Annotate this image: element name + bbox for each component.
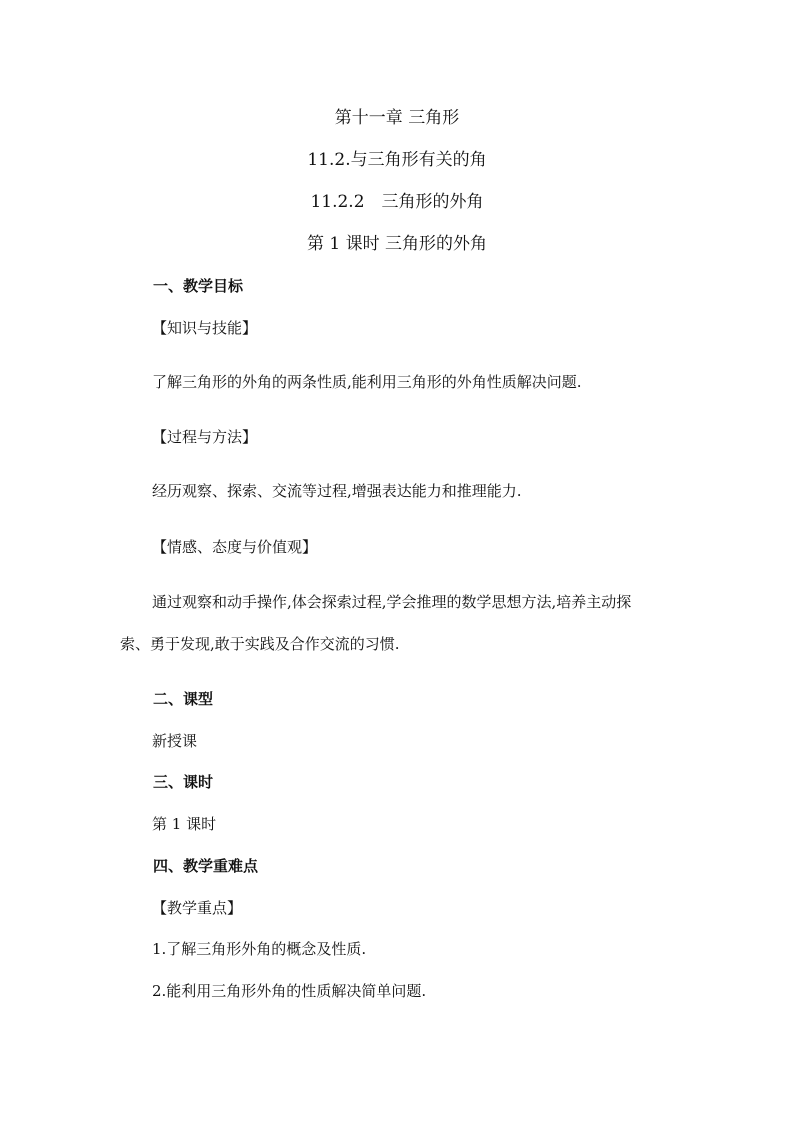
class-hours-heading: 三、课时	[153, 773, 214, 791]
class-hours-text: 第 1 课时	[152, 815, 217, 833]
emotion-values-text-line2: 索、勇于发现,敢于实践及合作交流的习惯.	[120, 635, 400, 653]
key-points-heading: 四、教学重难点	[153, 857, 259, 875]
process-methods-label: 【过程与方法】	[152, 428, 258, 446]
emotion-values-text-line1: 通过观察和动手操作,体会探索过程,学会推理的数学思想方法,培养主动探	[152, 593, 632, 611]
lesson-type-heading: 二、课型	[153, 690, 214, 708]
process-methods-text: 经历观察、探索、交流等过程,增强表达能力和推理能力.	[152, 482, 522, 500]
key-point-item-2: 2.能利用三角形外角的性质解决简单问题.	[152, 982, 427, 1000]
objectives-heading: 一、教学目标	[153, 277, 244, 295]
lesson-title: 第 1 课时 三角形的外角	[306, 234, 488, 254]
chapter-title: 第十一章 三角形	[334, 108, 460, 128]
knowledge-skills-text: 了解三角形的外角的两条性质,能利用三角形的外角性质解决问题.	[152, 373, 582, 391]
lesson-type-text: 新授课	[152, 732, 198, 750]
knowledge-skills-label: 【知识与技能】	[152, 319, 258, 337]
key-points-label: 【教学重点】	[152, 899, 243, 917]
emotion-values-label: 【情感、态度与价值观】	[152, 538, 318, 556]
key-point-item-1: 1.了解三角形外角的概念及性质.	[152, 940, 367, 958]
subsection-title: 11.2.2 三角形的外角	[310, 192, 484, 212]
section-title: 11.2.与三角形有关的角	[307, 150, 487, 170]
